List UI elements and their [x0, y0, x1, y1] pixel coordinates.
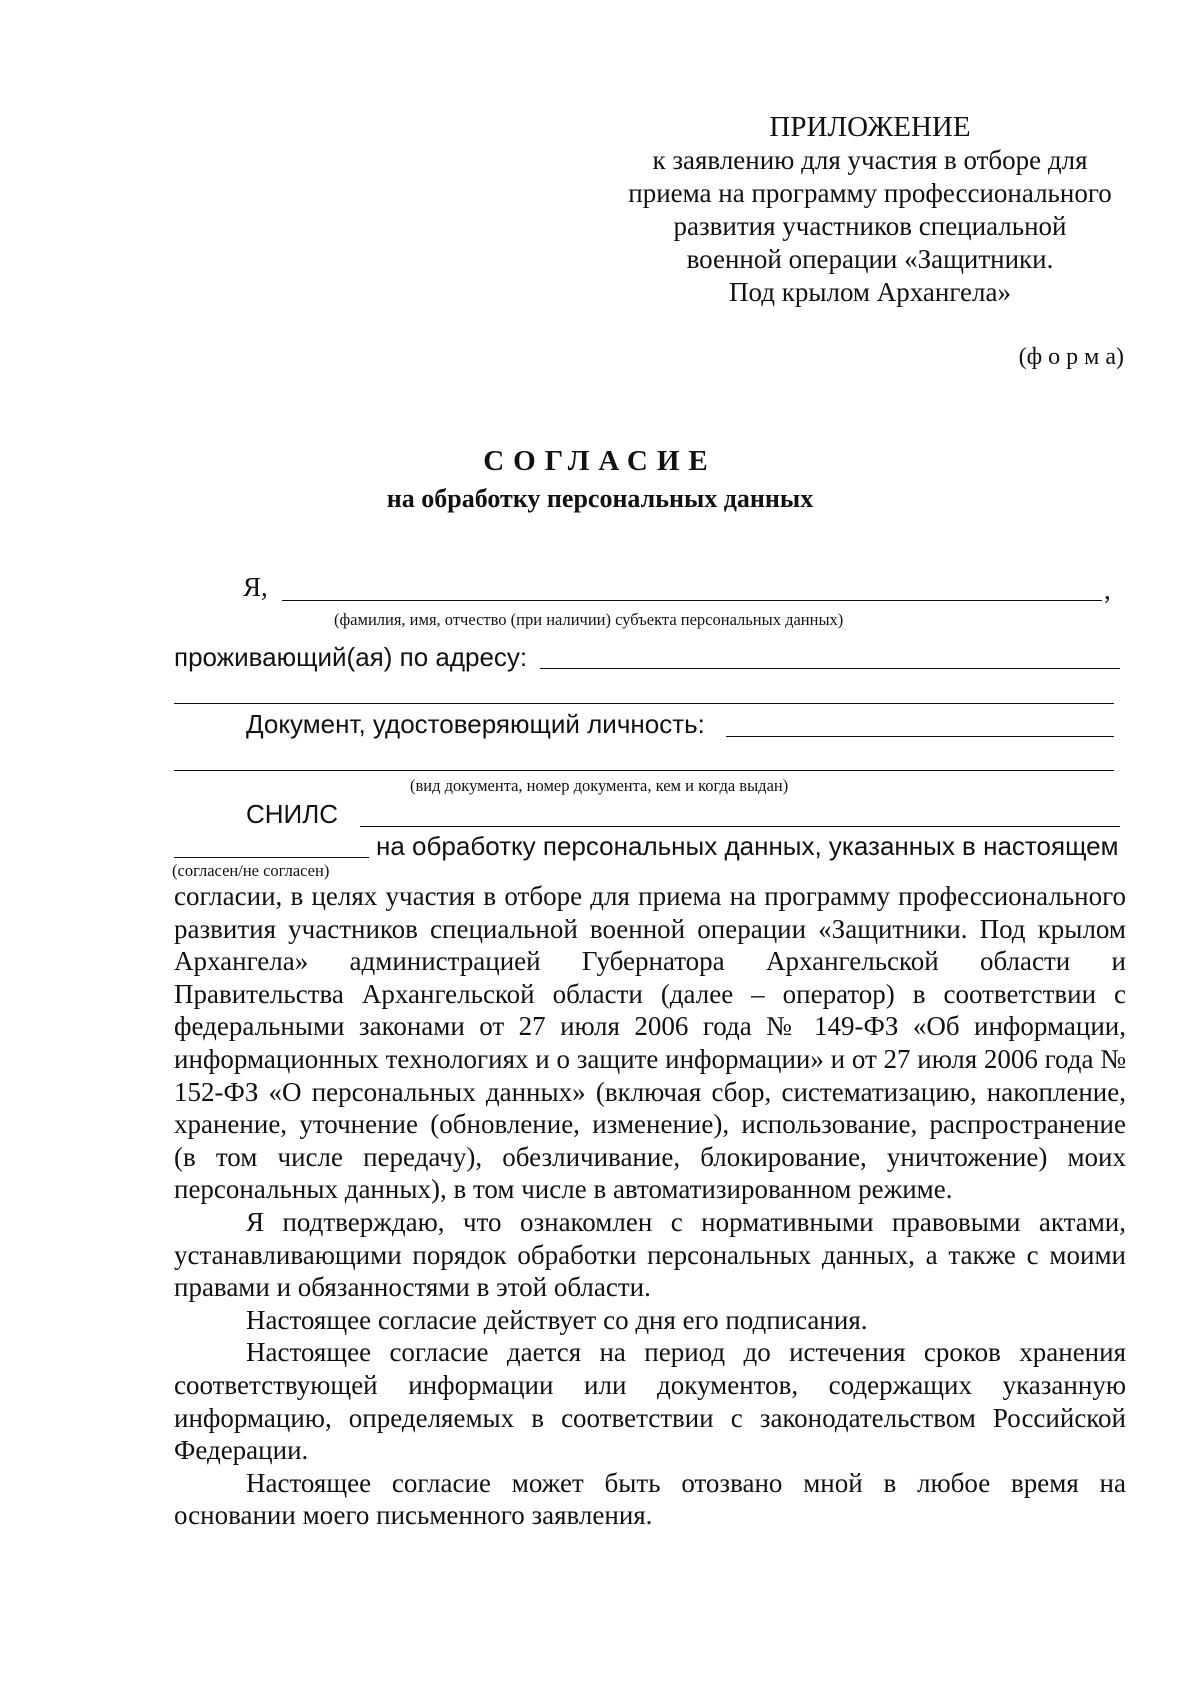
consent-hint: (согласен/не согласен) — [172, 861, 330, 880]
paragraph: Я подтверждаю, что ознакомлен с нормативными правовыми актами, устанавливающими порядок обработки персональных данных, а также с моими правами и обязанностями в этой области. — [174, 1206, 1126, 1303]
appendix-line: Под крылом Архангела» — [729, 277, 1011, 307]
ya-label: Я, — [243, 572, 268, 602]
document-input-line-2[interactable] — [174, 770, 1114, 771]
consent-body — [174, 880, 1126, 1532]
appendix-line: приема на программу профессионального — [628, 178, 1112, 208]
document-hint: (вид документа, номер документа, кем и когда выдан) — [410, 776, 789, 795]
form-mark: (ф о р м а) — [1018, 344, 1124, 370]
snils-input-line[interactable] — [360, 826, 1120, 827]
address-input-line[interactable] — [540, 668, 1120, 669]
consent-choice-line[interactable] — [174, 857, 369, 858]
appendix-line: военной операции «Защитники. — [686, 244, 1054, 274]
fio-hint: (фамилия, имя, отчество (при наличии) субъекта персональных данных) — [334, 610, 844, 629]
address-input-line-2[interactable] — [174, 703, 1114, 704]
snils-label: СНИЛС — [246, 799, 339, 829]
appendix-line: к заявлению для участия в отборе для — [652, 145, 1088, 175]
appendix-heading: ПРИЛОЖЕНИЕ — [769, 111, 971, 143]
document-title: СОГЛАСИЕ — [483, 445, 717, 477]
paragraph: согласии, в целях участия в отборе для приема на программу профессионального развития участников специальной военной операции «Защитники. Под крылом Архангела» администрацией Губернатора Архангельской области и Правительства Архангельской области (далее – оператор) в соответствии с федеральными законами от 27 июля 2006 года № 149-ФЗ «Об информации, информационных технологиях и о защите информации» и от 27 июля 2006 года № 152-ФЗ «О персональных данных» (включая сбор, систематизацию, накопление, хранение, уточнение (обновление, изменение), использование, распространение (в том числе передачу), обезличивание, блокирование, уничтожение) моих персональных данных), в том числе в автоматизированном режиме. — [174, 881, 1126, 1205]
paragraph: Настоящее согласие может быть отозвано мной в любое время на основании моего письменного заявления. — [174, 1467, 1126, 1531]
document-subtitle: на обработку персональных данных — [386, 484, 814, 513]
address-label: проживающий(ая) по адресу: — [174, 642, 528, 672]
fio-input-line[interactable] — [282, 600, 1102, 601]
document-label: Документ, удостоверяющий личность: — [246, 709, 705, 739]
paragraph: Настоящее согласие дается на период до истечения сроков хранения соответствующей информации или документов, содержащих указанную информацию, определяемых в соответствии с законодательством Российской Федерации. — [174, 1337, 1126, 1466]
document-input-line[interactable] — [726, 736, 1114, 737]
paragraph: Настоящее согласие действует со дня его подписания. — [246, 1304, 868, 1335]
appendix-line: развития участников специальной — [673, 211, 1067, 241]
ya-comma: , — [1104, 575, 1111, 605]
appendix-block — [580, 110, 1160, 309]
consent-tail: на обработку персональных данных, указанных в настоящем — [376, 831, 1119, 861]
